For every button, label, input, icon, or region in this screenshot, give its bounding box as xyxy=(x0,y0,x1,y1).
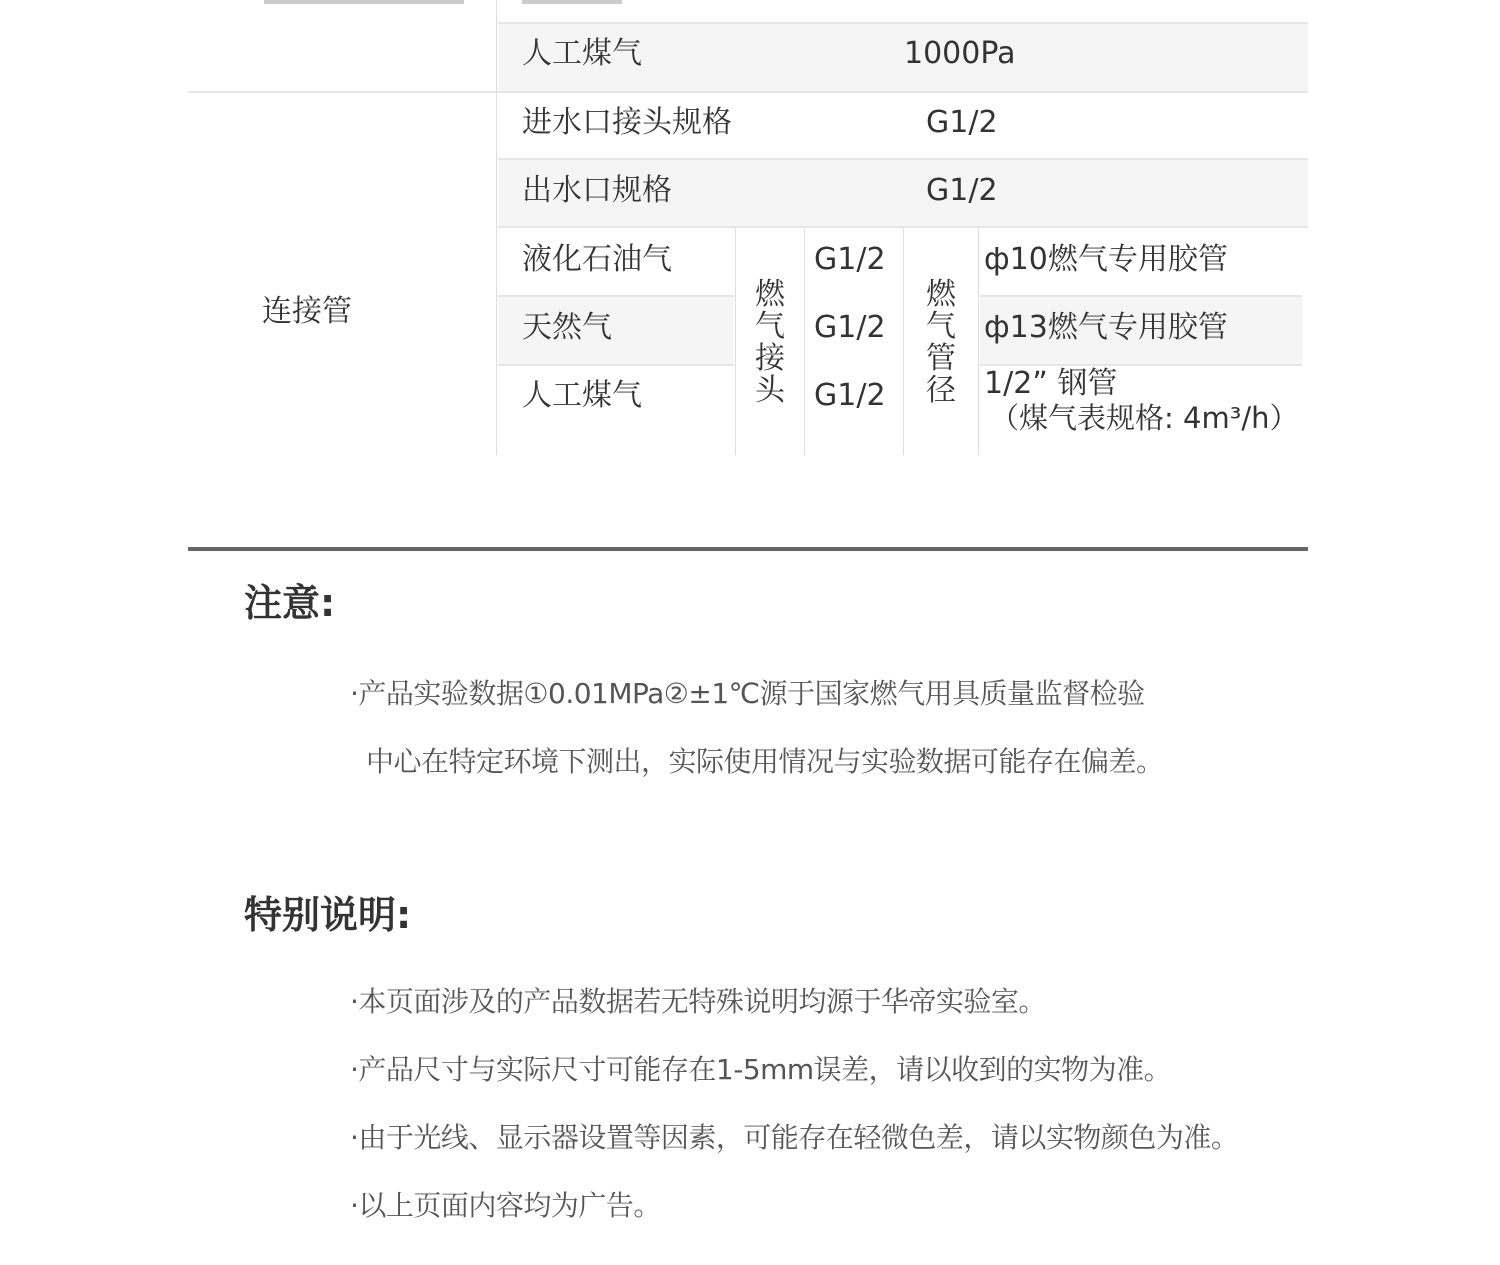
special-line: ·由于光线、显示器设置等因素，可能存在轻微色差，请以实物颜色为准。 xyxy=(350,1121,1239,1154)
gas-joint-manmade: G1/2 xyxy=(814,378,886,413)
section-divider xyxy=(188,91,1308,93)
gas-pipe-lpg: ф10燃气专用胶管 xyxy=(984,242,1228,277)
row-divider xyxy=(498,158,1308,160)
water-outlet-label: 出水口规格 xyxy=(522,173,672,208)
row-divider xyxy=(980,295,1302,297)
column-divider xyxy=(903,228,904,455)
gas-type-lpg: 液化石油气 xyxy=(522,242,672,277)
header-char: 径 xyxy=(926,373,956,408)
gas-pipe-manmade-note: （煤气表规格: 4m³/h） xyxy=(990,401,1299,435)
gas-type-label: 人工煤气 xyxy=(522,36,642,71)
column-divider xyxy=(804,228,805,455)
water-inlet-value: G1/2 xyxy=(926,105,998,140)
header-char: 气 xyxy=(755,309,785,344)
special-title: 特别说明: xyxy=(244,893,412,937)
row-divider xyxy=(498,295,734,297)
water-inlet-label: 进水口接头规格 xyxy=(522,105,732,140)
row-divider xyxy=(498,364,734,366)
notice-line: ·产品实验数据①0.01MPa②±1℃源于国家燃气用具质量监督检验 xyxy=(350,677,1145,710)
gas-joint-natural: G1/2 xyxy=(814,310,886,345)
pressure-value: 1000Pa xyxy=(904,36,1016,71)
row-divider xyxy=(498,22,1308,24)
cropped-text-remnant xyxy=(264,0,464,4)
water-outlet-value: G1/2 xyxy=(926,173,998,208)
special-line: ·以上页面内容均为广告。 xyxy=(350,1189,661,1222)
special-line: ·产品尺寸与实际尺寸可能存在1-5mm误差，请以收到的实物为准。 xyxy=(350,1053,1172,1086)
gas-pipe-natural: ф13燃气专用胶管 xyxy=(984,310,1228,345)
header-char: 管 xyxy=(926,341,956,376)
column-divider xyxy=(735,228,736,455)
column-divider xyxy=(496,0,497,455)
header-char: 燃 xyxy=(755,277,785,312)
gas-pipe-manmade: 1/2” 钢管 xyxy=(984,366,1118,401)
section-label: 连接管 xyxy=(262,294,352,329)
header-char: 接 xyxy=(755,341,785,376)
header-char: 气 xyxy=(926,309,956,344)
notice-title: 注意: xyxy=(244,581,336,625)
gas-joint-lpg: G1/2 xyxy=(814,242,886,277)
cropped-text-remnant xyxy=(522,0,622,4)
gas-joint-header xyxy=(753,279,787,407)
gas-pipe-header xyxy=(924,279,958,407)
header-char: 燃 xyxy=(926,277,956,312)
section-rule xyxy=(188,547,1308,551)
notice-line: 中心在特定环境下测出，实际使用情况与实验数据可能存在偏差。 xyxy=(366,745,1164,778)
header-char: 头 xyxy=(755,373,785,408)
gas-type-manmade: 人工煤气 xyxy=(522,378,642,413)
column-divider xyxy=(978,228,979,455)
gas-type-natural: 天然气 xyxy=(522,310,612,345)
special-line: ·本页面涉及的产品数据若无特殊说明均源于华帝实验室。 xyxy=(350,985,1046,1018)
